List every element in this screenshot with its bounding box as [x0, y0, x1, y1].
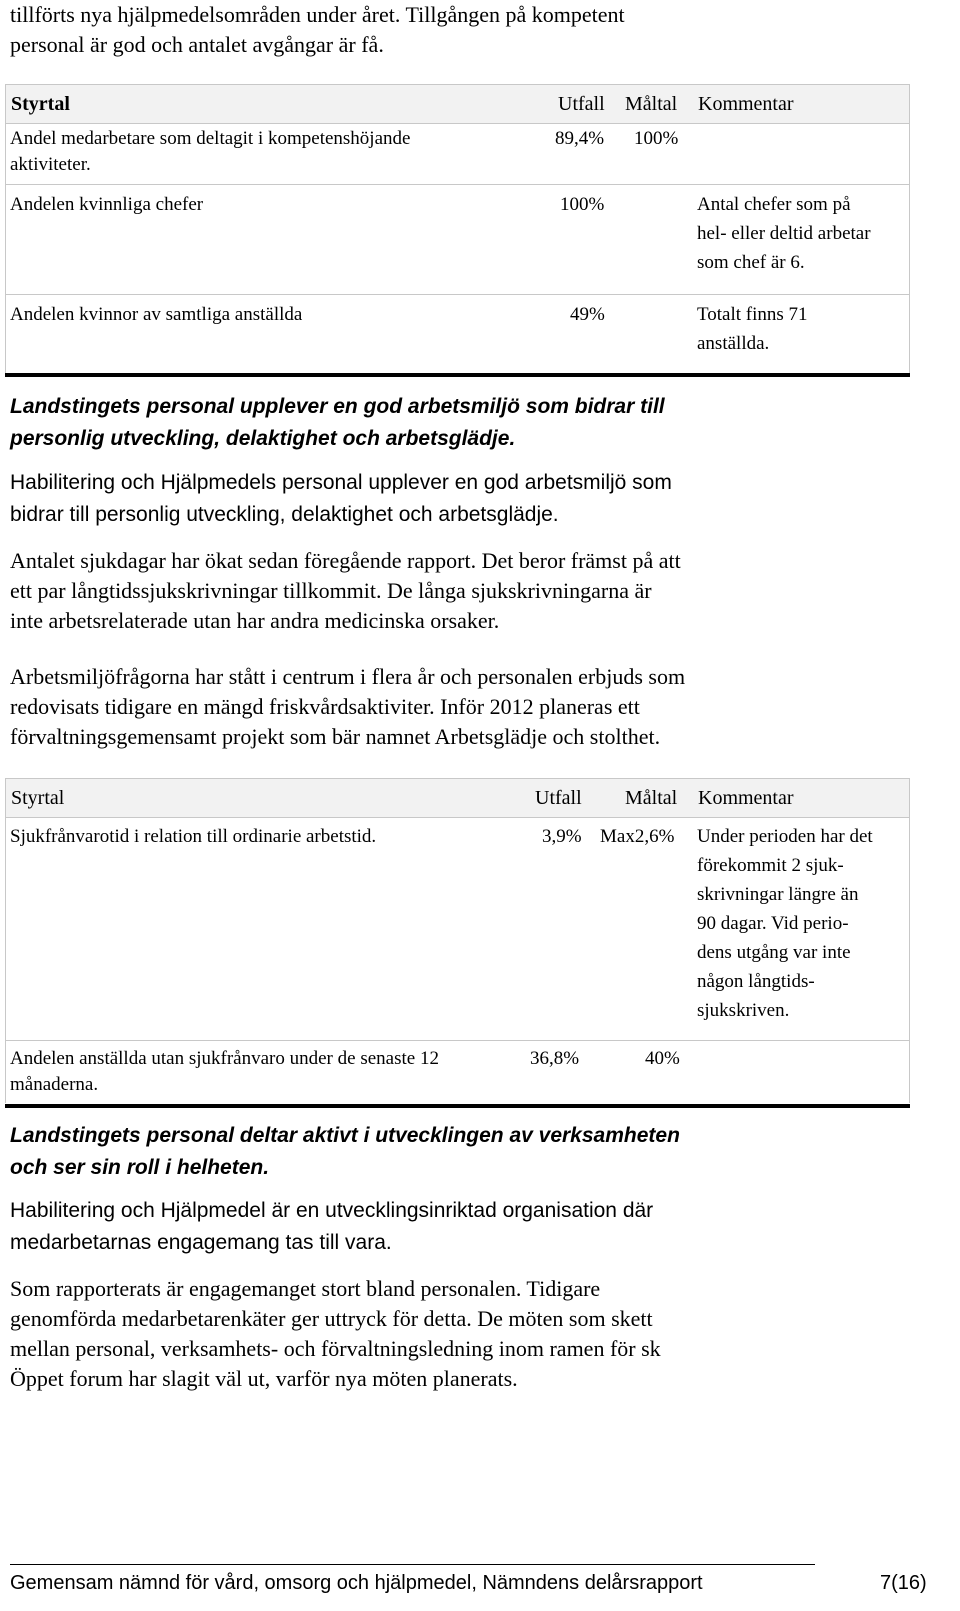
row-label-line-2: månaderna.	[10, 1074, 99, 1095]
heading-line: personlig utveckling, delaktighet och arbetsglädje.	[10, 427, 516, 450]
subheading-line: medarbetarnas engagemang tas till vara.	[10, 1231, 392, 1254]
kommentar-line: skrivningar längre än	[697, 884, 859, 905]
kommentar-line: förekommit 2 sjuk-	[697, 855, 844, 876]
row-maltal: Max2,6%	[600, 826, 675, 847]
row-utfall: 36,8%	[530, 1048, 580, 1069]
table-2-header	[5, 778, 910, 818]
footer-rule	[10, 1564, 815, 1565]
row-maltal: 100%	[634, 128, 679, 149]
kommentar-line: anställda.	[697, 333, 770, 354]
footer-text: Gemensam nämnd för vård, omsorg och hjälpmedel, Nämndens delårsrapport	[10, 1572, 703, 1594]
header-maltal: Måltal	[625, 787, 678, 809]
subheading-line: Habilitering och Hjälpmedels personal upplever en god arbetsmiljö som	[10, 471, 672, 494]
table-1-header	[5, 84, 910, 124]
row-divider	[5, 294, 910, 295]
row-divider	[5, 184, 910, 185]
kommentar-line: 90 dagar. Vid perio-	[697, 913, 849, 934]
table-row-label: Sjukfrånvarotid i relation till ordinarie arbetstid.	[10, 826, 377, 847]
header-utfall: Utfall	[558, 93, 605, 115]
section-1-paragraph-1	[10, 546, 681, 636]
table-2	[5, 778, 910, 1108]
kommentar-line: hel- eller deltid arbetar	[697, 223, 871, 244]
intro-line-1: tillförts nya hjälpmedelsområden under året. Tillgången på kompetent	[10, 2, 625, 27]
row-kommentar	[697, 822, 873, 1025]
kommentar-line: sjukskriven.	[697, 1000, 790, 1021]
section-2-paragraph-1	[10, 1274, 661, 1394]
kommentar-line: dens utgång var inte	[697, 942, 851, 963]
page-number: 7(16)	[880, 1572, 927, 1594]
kommentar-line: som chef är 6.	[697, 252, 805, 273]
header-maltal: Måltal	[625, 93, 678, 115]
header-kommentar: Kommentar	[698, 93, 794, 115]
paragraph-line: genomförda medarbetarenkäter ger uttryck för detta. De möten som skett	[10, 1306, 653, 1331]
row-divider	[5, 1040, 910, 1041]
header-styrtal: Styrtal	[11, 787, 65, 809]
row-utfall: 49%	[570, 304, 605, 325]
paragraph-line: Arbetsmiljöfrågorna har stått i centrum i flera år och personalen erbjuds som	[10, 664, 686, 689]
paragraph-line: Antalet sjukdagar har ökat sedan föregående rapport. Det beror främst på att	[10, 548, 681, 573]
section-1-paragraph-2	[10, 662, 685, 752]
row-label-line-1: Andelen anställda utan sjukfrånvaro under de senaste 12	[10, 1048, 439, 1069]
row-label-line-2: aktiviteter.	[10, 154, 91, 175]
subheading-line: bidrar till personlig utveckling, delaktighet och arbetsglädje.	[10, 503, 559, 526]
table-row	[10, 126, 410, 178]
row-maltal: 40%	[645, 1048, 680, 1069]
paragraph-line: redovisats tidigare en mängd friskvårdsaktiviter. Inför 2012 planeras ett	[10, 694, 640, 719]
kommentar-line: Under perioden har det	[697, 826, 873, 847]
section-2-subheading	[10, 1195, 653, 1259]
heading-line: och ser sin roll i helheten.	[10, 1156, 270, 1179]
header-utfall: Utfall	[535, 787, 582, 809]
paragraph-line: inte arbetsrelaterade utan har andra medicinska orsaker.	[10, 608, 500, 633]
row-utfall: 3,9%	[542, 826, 582, 847]
table-row	[10, 1046, 439, 1098]
row-kommentar	[697, 190, 871, 277]
section-1-heading	[10, 391, 665, 455]
row-utfall: 89,4%	[555, 128, 605, 149]
table-row-label: Andelen kvinnor av samtliga anställda	[10, 304, 303, 325]
row-utfall: 100%	[560, 194, 605, 215]
section-2-heading	[10, 1120, 680, 1184]
intro-line-2: personal är god och antalet avgångar är få.	[10, 32, 384, 57]
table-1	[5, 84, 910, 376]
kommentar-line: Totalt finns 71	[697, 304, 808, 325]
paragraph-line: Som rapporterats är engagemanget stort bland personalen. Tidigare	[10, 1276, 601, 1301]
paragraph-line: Öppet forum har slagit väl ut, varför nya möten planerats.	[10, 1366, 518, 1391]
table-row-label: Andelen kvinnliga chefer	[10, 194, 204, 215]
heading-line: Landstingets personal upplever en god arbetsmiljö som bidrar till	[10, 395, 665, 418]
row-label-line-1: Andel medarbetare som deltagit i kompetenshöjande	[10, 128, 411, 149]
table-bottom-rule	[5, 1104, 910, 1108]
header-styrtal: Styrtal	[11, 93, 70, 115]
kommentar-line: Antal chefer som på	[697, 194, 851, 215]
subheading-line: Habilitering och Hjälpmedel är en utvecklingsinriktad organisation där	[10, 1199, 654, 1222]
row-kommentar	[697, 300, 808, 358]
paragraph-line: förvaltningsgemensamt projekt som bär namnet Arbetsglädje och stolthet.	[10, 724, 661, 749]
heading-line: Landstingets personal deltar aktivt i utvecklingen av verksamheten	[10, 1124, 680, 1147]
table-bottom-rule	[5, 373, 910, 377]
paragraph-line: ett par långtidssjukskrivningar tillkommit. De långa sjukskrivningarna är	[10, 578, 652, 603]
paragraph-line: mellan personal, verksamhets- och förvaltningsledning inom ramen för sk	[10, 1336, 661, 1361]
header-kommentar: Kommentar	[698, 787, 794, 809]
kommentar-line: någon långtids-	[697, 971, 815, 992]
section-1-subheading	[10, 467, 672, 531]
